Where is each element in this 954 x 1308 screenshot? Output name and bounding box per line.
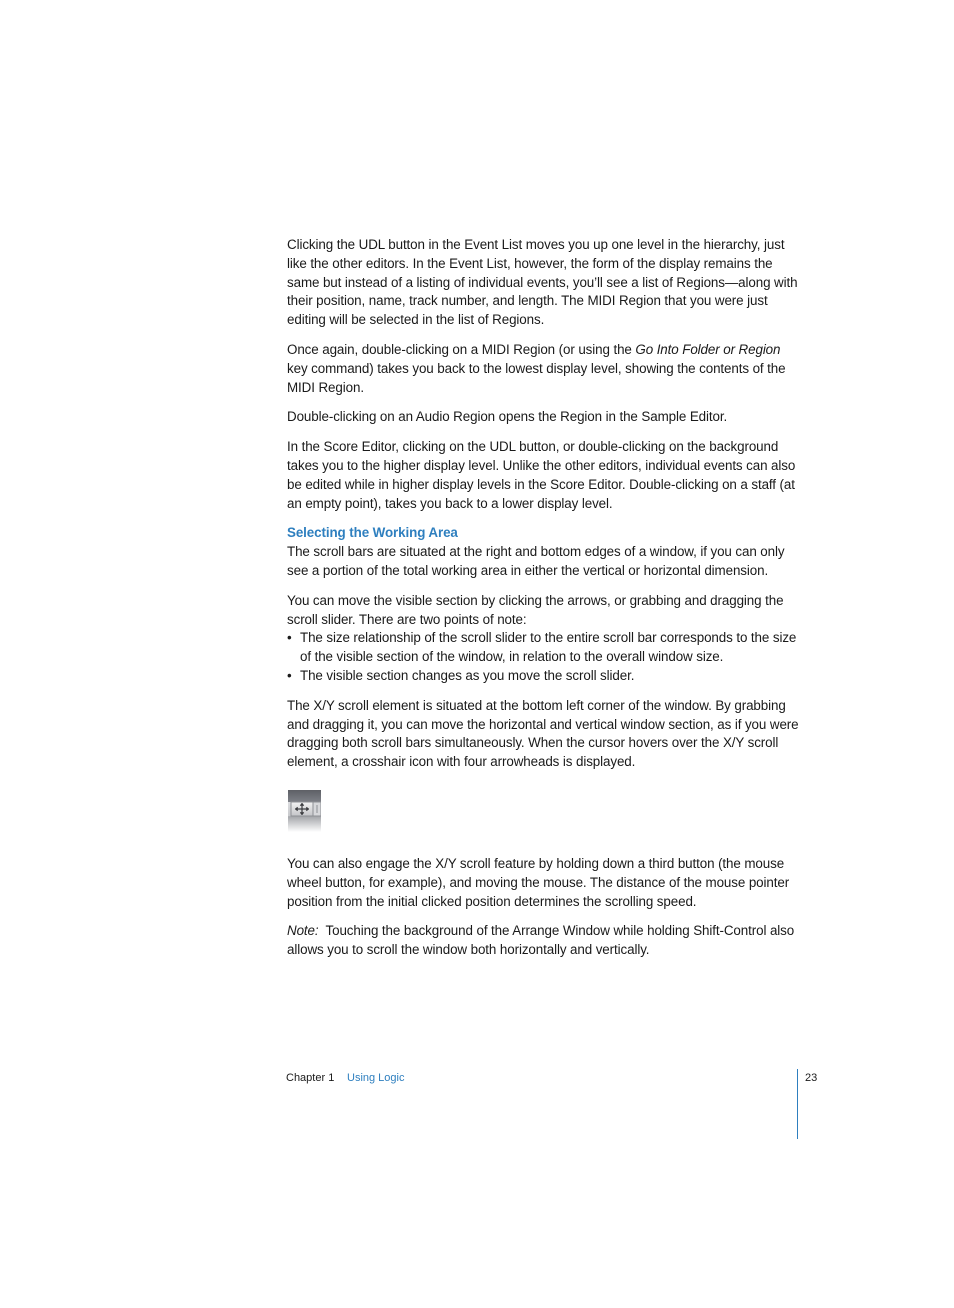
footer-divider [797, 1069, 798, 1139]
paragraph-xy-scroll-element: The X/Y scroll element is situated at the bottom left corner of the window. By grabbing and dragging it, you can move the horizontal and vertical window section, as if you were dragging both scroll bars simultaneously. When the cursor hovers over the X/Y scroll element, a crosshair icon with four arrowheads is displayed. [287, 697, 799, 770]
bullet-item [287, 629, 799, 667]
page-body [287, 236, 799, 971]
xy-scroll-element-figure [288, 790, 321, 832]
page-number: 23 [805, 1072, 818, 1084]
paragraph-go-into-folder-end: key command) takes you back to the lowest display level, showing the contents of the MIDI Region. [287, 360, 786, 395]
bullet-mark: • [287, 667, 292, 683]
bullet-item [287, 667, 799, 686]
paragraph-audio-region: Double-clicking on an Audio Region opens the Region in the Sample Editor. [287, 409, 728, 425]
paragraph-third-button: You can also engage the X/Y scroll feature by holding down a third button (the mouse wheel button, for example), and moving the mouse. The distance of the mouse pointer position from the initial clicked position determines the scrolling speed. [287, 855, 790, 909]
section-heading-working-area: Selecting the Working Area [287, 525, 458, 541]
bullet-list [287, 629, 799, 685]
note-label: Note: [287, 923, 319, 939]
footer-chapter-title: Using Logic [347, 1072, 405, 1084]
bullet-text: The size relationship of the scroll slider to the entire scroll bar corresponds to the size of the visible section of the window, in relation to the overall window size. [300, 630, 797, 665]
paragraph-go-into-folder [287, 341, 799, 397]
xy-scroll-crosshair-icon [288, 790, 321, 832]
paragraph-go-into-folder-start: Once again, double-clicking on a MIDI Region (or using the [287, 341, 636, 357]
bullet-mark: • [287, 630, 292, 646]
paragraph-move-visible-section: You can move the visible section by clicking the arrows, or grabbing and dragging the scroll slider. There are two points of note: [287, 592, 784, 627]
footer-chapter-label: Chapter 1 [286, 1072, 335, 1084]
paragraph-score-editor: In the Score Editor, clicking on the UDL button, or double-clicking on the background takes you to the higher display level. Unlike the other editors, individual events can also be edited while in higher display levels in the Score Editor. Double-clicking on a staff (at an empty point), takes you back to a lower display level. [287, 439, 796, 511]
paragraph-scroll-bars: The scroll bars are situated at the right and bottom edges of a window, if you can only see a portion of the total working area in either the vertical or horizontal dimension. [287, 544, 785, 578]
key-command-name: Go Into Folder or Region [635, 341, 781, 357]
note-text: Touching the background of the Arrange Window while holding Shift-Control also allows you to scroll the window both horizontally and vertically. [287, 923, 798, 958]
bullet-text: The visible section changes as you move the scroll slider. [300, 667, 635, 683]
paragraph-event-list-udl: Clicking the UDL button in the Event List moves you up one level in the hierarchy, just like the other editors. In the Event List, however, the form of the display remains the same but instead of a listing of individual events, you’ll see a list of Regions—along with their position, name, track number, and length. The MIDI Region that you were just editing will be selected in the list of Regions. [287, 237, 798, 328]
note-paragraph [287, 922, 799, 960]
